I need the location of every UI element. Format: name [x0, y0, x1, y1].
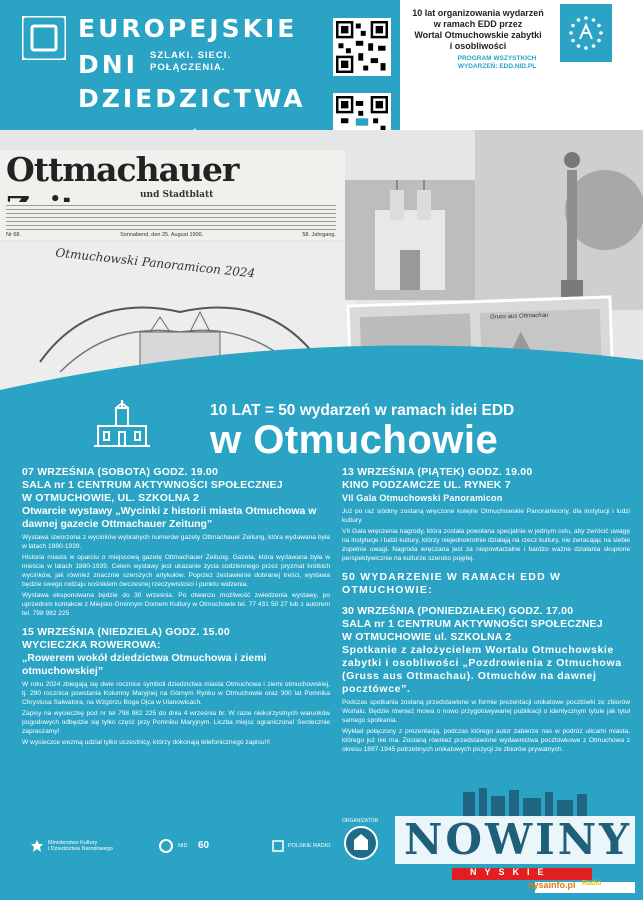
event-1-date: 07 WRZEŚNIA (SOBOTA) GODZ. 19.00 [22, 466, 219, 478]
qr-code-icon [336, 21, 388, 73]
event-4-paragraph-2: Wykład połączony z prezentacją, podczas którego autor zabierze nas w podróż ulicami miasta, którego już nie ma. Zostaną również przedstawione wydawnictwa pocztówkowe z Otmuchowa z okresu 1897-1945 potrzebnych unikatowych pozycji ze zbiorów prywatnych. [342, 728, 630, 753]
event-4-date: 30 WRZEŚNIA (PONIEDZIAŁEK) GODZ. 17.00 [342, 605, 574, 617]
event-2-title: „Rowerem wokół dziedzictwa Otmuchowa i ziemi otmuchowskiej” [22, 652, 267, 677]
ministry-line-1: Ministerstwo Kultury [48, 840, 98, 846]
event-2-paragraph-2: Zapisy na wycieczkę pod nr tel 798 982 225 do dnia 4 września br. W razie niekorzystnych warunków pogodowych odbędzie się tylko część przy Pomniku Maryjnym. Liczba miejsc ograniczona! Serdecznie zapraszamy! [22, 710, 330, 735]
bottom-strip [0, 893, 643, 900]
logo-word-dni: DNI [78, 50, 138, 79]
radio-chip: Radio [582, 880, 602, 887]
eu-stars-badge [560, 4, 612, 62]
sixty-label: 60 [198, 840, 210, 851]
anniversary-line-1: 10 lat organizowania wydarzeń [412, 8, 544, 18]
event-3-title: VII Gala Otmuchowski Panoramicon [342, 493, 503, 503]
organizer-crest-icon [346, 828, 376, 858]
nid-ring-icon [158, 838, 174, 854]
anniversary-text [402, 8, 554, 52]
edd-logo-icon [22, 16, 66, 60]
hero-subtitle: 10 LAT = 50 wydarzeń w ramach idei EDD [210, 402, 515, 419]
left-column [22, 466, 330, 747]
qr-code-top[interactable] [333, 18, 391, 76]
event-1-place-line-2: W OTMUCHOWIE, UL. SZKOLNA 2 [22, 492, 200, 504]
newspaper-dateline [6, 232, 336, 238]
program-link[interactable] [440, 55, 554, 71]
event-4-header: 50 WYDARZENIE W RAMACH EDD W OTMUCHOWIE: [342, 571, 562, 596]
nowiny-logo-word: NOWINY [404, 815, 633, 864]
event-1-paragraph-3: Wystawa eksponowana będzie do 30 września. Po otwarciu możliwość zwiedzenia wystawy, po uprzednim kontakcie z Miejsko-Gminnym Domem Kultury w Otmuchowie tel. 77 431 50 27 lub z autorem tel. 798 982 225 [22, 592, 330, 617]
event-2-date: 15 WRZEŚNIA (NIEDZIELA) GODZ. 15.00 [22, 626, 230, 638]
event-1-paragraph-1: Wystawa stworzona z wycinków wybranych numerów gazety Ottmachauer Zeitung, która wydawana była w latach 1880-1939. [22, 534, 330, 550]
event-4-place-line-2: W OTMUCHOWIE ul. SZKOLNA 2 [342, 631, 512, 643]
postcard-caption: Gruss aus Ottmachau [489, 312, 549, 321]
town-hall-icon [92, 400, 152, 448]
event-4-place-line-1: SALA nr 1 CENTRUM AKTYWNOŚCI SPOŁECZNEJ [342, 618, 603, 630]
column-photo [475, 130, 643, 310]
program-line-2: WYDARZEŃ: EDD.NID.PL [457, 63, 537, 70]
ministry-line-2: i Dziedzictwa Narodowego [48, 846, 113, 852]
eagle-icon [30, 839, 44, 853]
nid-label: NID [178, 843, 188, 849]
organizer-badge [344, 826, 378, 860]
event-3-paragraph-2: VII Gala wręczenia nagrody, która została powołana specjalnie w jednym celu, aby zwrócić uwagę na instytucje i ludzi kultury, którzy niejednokrotnie działają na rzecz kultury, nie zwracając na siebie zupełnie uwagi. Nagroda wręczana jest za niepowtarzalne i bardzo ważne działania skupione perspektywicznie na kulturze szeroko pojętej. [342, 528, 630, 562]
eu-stars-icon [566, 13, 606, 53]
logo-word-dziedzictwa: DZIEDZICTWA [78, 84, 306, 113]
tagline-line-1: SZLAKI. SIECI. [150, 50, 232, 61]
program-line-1: PROGRAM WSZYSTKICH [457, 55, 537, 62]
right-column [342, 466, 630, 754]
nid-logo [158, 835, 187, 857]
anniversary-line-4: i osobliwości [449, 41, 507, 51]
nysainfo-link[interactable]: nysainfo.pl [528, 880, 576, 890]
event-3-place: KINO PODZAMCZE UL. RYNEK 7 [342, 479, 511, 491]
ministry-logo [30, 835, 113, 857]
tagline-line-2: POŁĄCZENIA. [150, 62, 226, 73]
event-4-title: Spotkanie z założycielem Wortalu Otmuchowskie zabytki i osobliwości „Pozdrowienia z Otmuchowa (Gruss aus Ottmachau). Otmuchów na dawnej pocztówce”. [342, 644, 622, 695]
anniversary-line-2: w ramach EDD przez [433, 19, 523, 29]
event-3-date: 13 WRZEŚNIA (PIĄTEK) GODZ. 19.00 [342, 466, 533, 478]
church-photo [345, 180, 475, 300]
newspaper-text-lines [6, 202, 336, 230]
nyskie-word: NYSKIE [470, 867, 552, 877]
panoramicon-caption: Otmuchowski Panoramicon 2024 [54, 245, 256, 281]
event-2-paragraph-1: W roku 2024 zbiegają się dwie rocznice symboli dziedzictwa miasta Otmuchowa i ziemi otmuchowskiej, tj. 290 rocznica powstania Kolumny Maryjnej na Górnym Rynku w Otmuchowie oraz 300 lat Pomnika Chrystusa Salwatora, na Wzgórzu Boga Ojca w Ulanowicach. [22, 681, 330, 706]
event-2-paragraph-3: W wycieczce wezmą udział tylko uczestnicy, którzy dokonają telefonicznego zapisu!!! [22, 739, 270, 746]
newspaper-year: 58. Jahrgang. [302, 232, 336, 238]
hero-title: w Otmuchowie [210, 418, 499, 462]
event-4-paragraph-1: Podczas spotkania zostaną przedstawione w formie prezentacji unikatowe pocztówki ze zbiorów Wortalu. Będzie również mowa o nowo przygotowywanej publikacji o identycznym tytule jak tytuł samego spotkania. [342, 699, 630, 724]
newspaper-clipping [0, 150, 345, 240]
newspaper-title: Ottmachauer [6, 150, 239, 189]
event-3-paragraph-1: Już po raz siódmy zostaną wręczone kolejne Otmuchowskie Panoramicony, dla instytucji i ludzi kultury. [342, 508, 630, 524]
event-1-title: Otwarcie wystawy „Wycinki z historii miasta Otmuchowa w dawnej gazecie Ottmachauer Zeitung” [22, 505, 317, 530]
sixty-years-logo [198, 835, 209, 857]
logo-word-europejskie: EUROPEJSKIE [78, 14, 298, 43]
church-icon [345, 180, 475, 300]
event-2-type: WYCIECZKA ROWEROWA: [22, 639, 161, 651]
newspaper-number: Nr 68. [6, 232, 21, 238]
logo-tagline [150, 50, 231, 74]
polskie-radio-logo [272, 835, 331, 857]
event-1-place-line-1: SALA nr 1 CENTRUM AKTYWNOŚCI SPOŁECZNEJ [22, 479, 283, 491]
organizer-label: ORGANIZATOR [342, 818, 379, 824]
marian-column-icon [475, 130, 643, 310]
event-1-paragraph-2: Historia miasta w oparciu o miejscową gazetę Ottmachauer Zeitung. Gazeta, która wydawana była w mieście w latach 1880-1939. Celem wystawy jest ukazanie życia codziennego przez pryzmat krótkich wycinków, jak również znacznie szerszych artykułów. Poprzez zestawienie dobranej treści, wystawa będzie swego rodzaju nośnikiem ówczesnej rzeczywistości i punktu widzenia. [22, 554, 330, 588]
radio-square-icon [272, 840, 284, 852]
newspaper-date: Sonnabend, den 25. August 1900. [120, 232, 204, 238]
polskie-radio-label: POLSKIE RADIO [288, 843, 331, 849]
newspaper-subtitle: und Stadtblatt [140, 190, 214, 200]
anniversary-line-3: Wortal Otmuchowskie zabytki [414, 30, 542, 40]
